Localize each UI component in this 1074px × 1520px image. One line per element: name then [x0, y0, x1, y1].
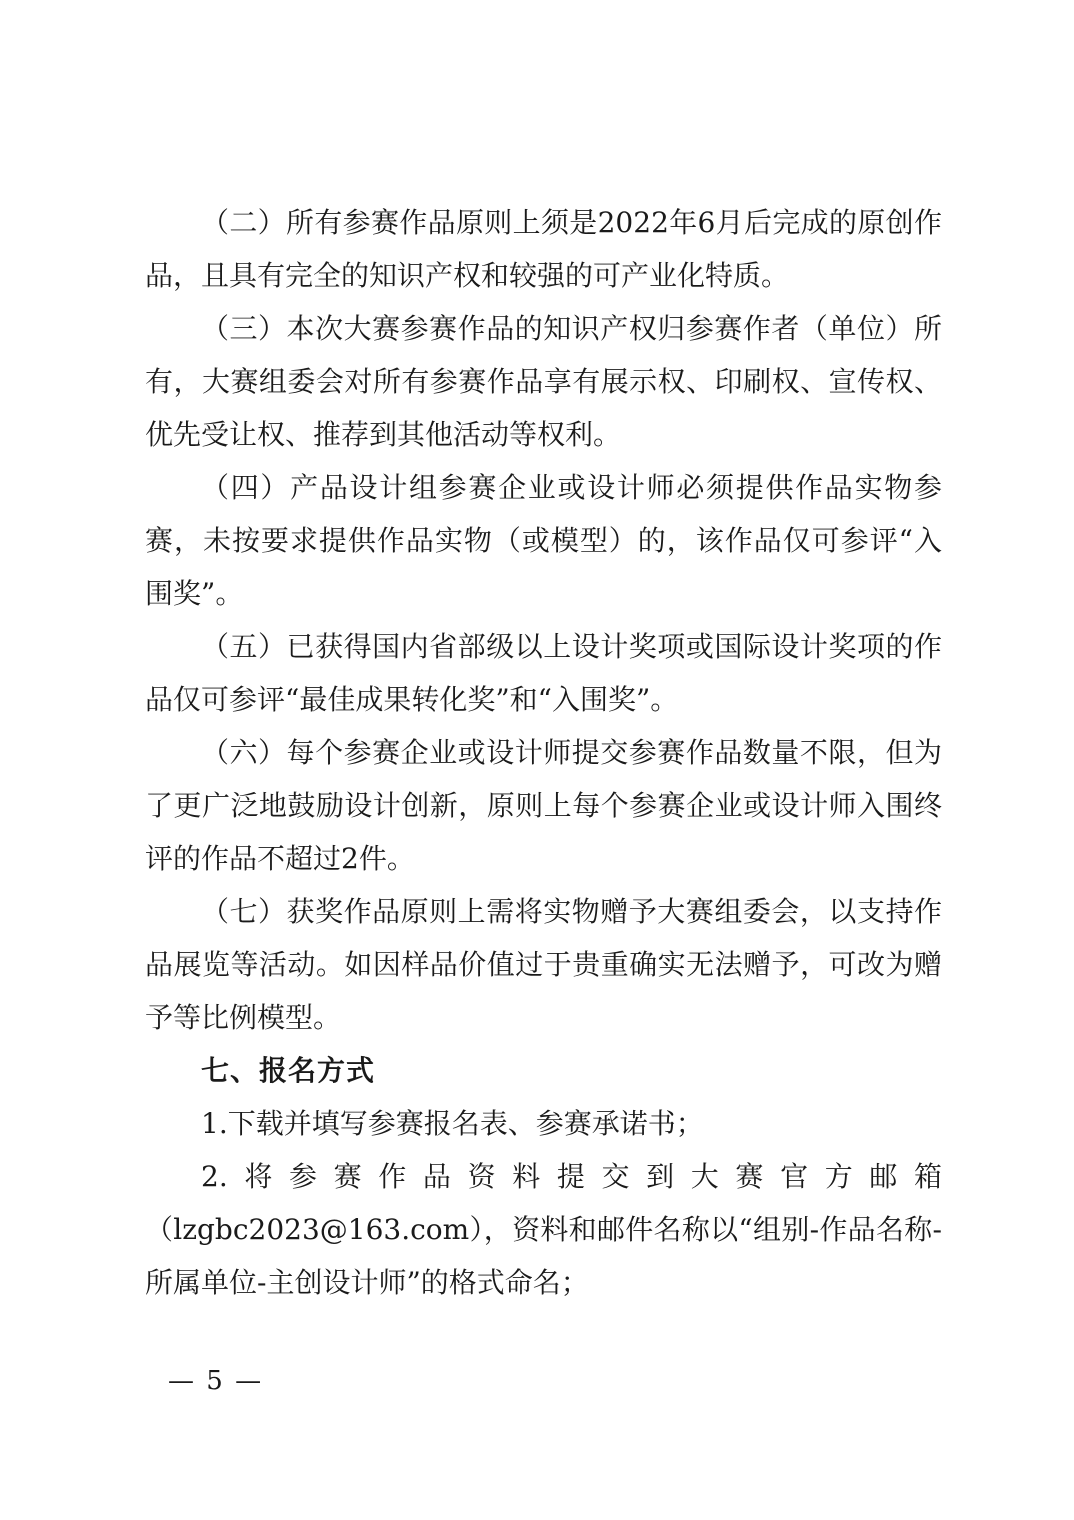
paragraph-2: （二）所有参赛作品原则上须是2022年6月后完成的原创作品，且具有完全的知识产权和较强的可产业化特质。	[145, 206, 942, 292]
step-2-line-1: 2.将参赛作品资料提交到大赛官方邮箱	[201, 1160, 942, 1193]
section-heading: 七、报名方式	[201, 1054, 376, 1087]
paragraph-6: （六）每个参赛企业或设计师提交参赛作品数量不限，但为了更广泛地鼓励设计创新，原则上每个参赛企业或设计师入围终评的作品不超过2件。	[145, 736, 942, 875]
paragraph-7: （七）获奖作品原则上需将实物赠予大赛组委会，以支持作品展览等活动。如因样品价值过于贵重确实无法赠予，可改为赠予等比例模型。	[145, 895, 942, 1034]
paragraph-4: （四）产品设计组参赛企业或设计师必须提供作品实物参赛，未按要求提供作品实物（或模型）的，该作品仅可参评“入围奖”。	[145, 471, 942, 610]
paragraph-5: （五）已获得国内省部级以上设计奖项或国际设计奖项的作品仅可参评“最佳成果转化奖”和“入围奖”。	[145, 630, 942, 716]
step-1: 1.下载并填写参赛报名表、参赛承诺书；	[201, 1107, 704, 1140]
step-2-continuation: （lzgbc2023@163.com），资料和邮件名称以“组别-作品名称-所属单位-主创设计师”的格式命名；	[145, 1213, 942, 1299]
paragraph-3: （三）本次大赛参赛作品的知识产权归参赛作者（单位）所有，大赛组委会对所有参赛作品享有展示权、印刷权、宣传权、优先受让权、推荐到其他活动等权利。	[145, 312, 942, 451]
page-number: — 5 —	[168, 1366, 264, 1396]
document-body	[145, 196, 942, 1309]
